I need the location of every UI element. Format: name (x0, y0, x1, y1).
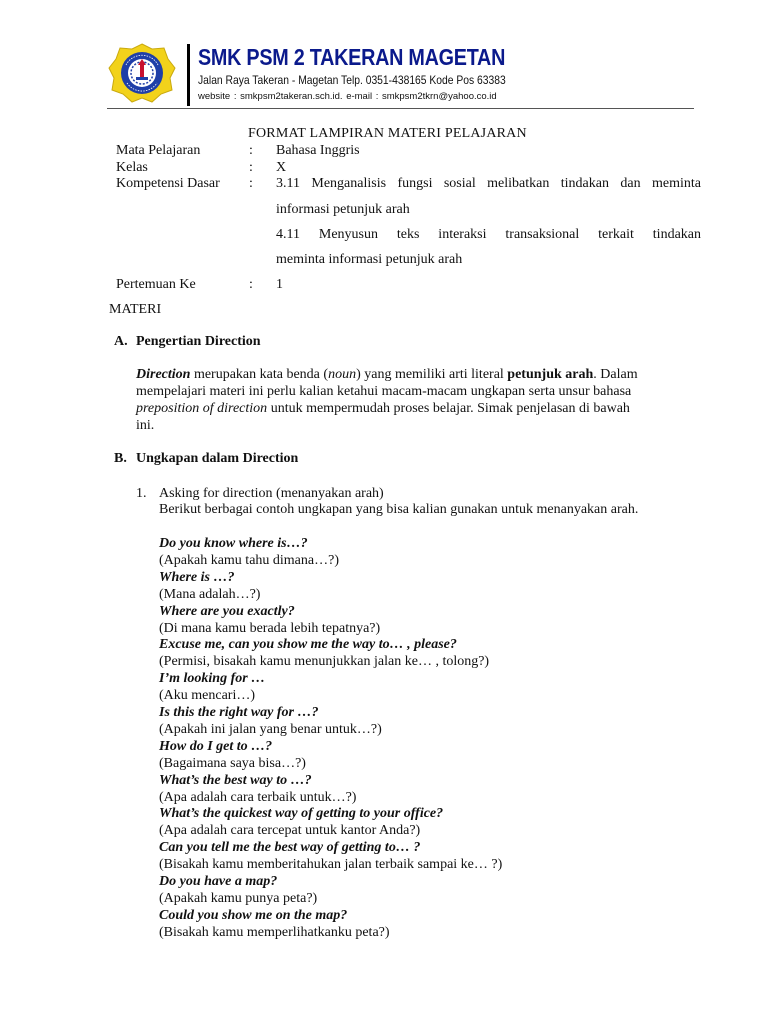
expression-translation: (Apakah ini jalan yang benar untuk…?) (159, 721, 382, 737)
section-a-paragraph-line-4: ini. (136, 418, 155, 433)
section-title: Pengertian Direction (136, 334, 261, 349)
materi-heading: MATERI (109, 302, 162, 317)
field-value-kelas: X (276, 160, 287, 175)
header-divider-horizontal (107, 108, 694, 109)
field-label-pertemuan-ke: Pertemuan Ke (116, 277, 196, 292)
expression-english: Do you know where is…? (159, 536, 308, 551)
school-emblem-logo (108, 43, 176, 103)
expression-translation: (Apakah kamu punya peta?) (159, 890, 318, 906)
list-item-number: 1. (136, 486, 147, 501)
term-petunjuk-arah: petunjuk arah (507, 367, 594, 382)
text-run: merupakan kata benda ( (190, 367, 329, 382)
expression-english: Is this the right way for …? (159, 705, 319, 720)
section-a-paragraph-line-3 (136, 401, 630, 417)
field-label-mata-pelajaran: Mata Pelajaran (116, 143, 201, 158)
field-colon: : (249, 176, 253, 191)
expression-translation: (Bagaimana saya bisa…?) (159, 755, 306, 771)
expression-english: Excuse me, can you show me the way to… , please? (159, 637, 457, 653)
expression-translation: (Apa adalah cara terbaik untuk…?) (159, 789, 357, 805)
expression-translation: (Bisakah kamu memperlihatkanku peta?) (159, 924, 390, 940)
header-divider-vertical (187, 44, 190, 106)
field-colon: : (249, 160, 253, 175)
document-title: FORMAT LAMPIRAN MATERI PELAJARAN (248, 126, 527, 141)
kompetensi-line-2: informasi petunjuk arah (276, 202, 410, 217)
expression-english: What’s the best way to …? (159, 772, 312, 788)
school-name: SMK PSM 2 TAKERAN MAGETAN (198, 44, 506, 70)
text-run: ) yang memiliki arti literal (356, 367, 508, 382)
text-run: . Dalam (593, 367, 638, 382)
expression-english: Do you have a map? (159, 874, 278, 889)
list-item-intro: Berikut berbagai contoh ungkapan yang bisa kalian gunakan untuk menanyakan arah. (159, 502, 639, 517)
expression-translation: (Apakah kamu tahu dimana…?) (159, 552, 339, 568)
kompetensi-line-1: 3.11 Menganalisis fungsi sosial melibatkan tindakan dan meminta (276, 176, 701, 191)
expression-english: Could you show me on the map? (159, 907, 348, 923)
field-colon: : (249, 143, 253, 158)
term-noun: noun (328, 367, 357, 382)
field-value-pertemuan-ke: 1 (276, 277, 283, 292)
expression-english: Where is …? (159, 569, 235, 585)
kompetensi-line-3: 4.11 Menyusun teks interaksi transaksional terkait tindakan (276, 227, 701, 242)
section-b-heading (114, 451, 298, 467)
section-a-heading (114, 334, 261, 350)
expression-translation: (Apa adalah cara tercepat untuk kantor Anda?) (159, 823, 421, 839)
text-run: untuk mempermudah proses belajar. Simak penjelasan di bawah (267, 401, 630, 416)
field-label-kompetensi-dasar: Kompetensi Dasar (116, 176, 220, 191)
field-colon: : (249, 277, 253, 292)
school-address: Jalan Raya Takeran - Magetan Telp. 0351-438165 Kode Pos 63383 (198, 73, 506, 87)
field-label-kelas: Kelas (116, 160, 148, 175)
expression-translation: (Aku mencari…) (159, 688, 256, 704)
section-title: Ungkapan dalam Direction (136, 451, 299, 466)
section-letter: B. (114, 451, 127, 466)
expression-english: What’s the quickest way of getting to your office? (159, 806, 444, 822)
expression-english: Can you tell me the best way of getting to… ? (159, 840, 421, 856)
kompetensi-line-4: meminta informasi petunjuk arah (276, 252, 463, 267)
expression-translation: (Mana adalah…?) (159, 586, 261, 602)
expression-english: How do I get to …? (159, 738, 273, 754)
term-preposition-of-direction: preposition of direction (136, 401, 268, 416)
expression-translation: (Bisakah kamu memberitahukan jalan terbaik sampai ke… ?) (159, 857, 503, 873)
expression-english: Where are you exactly? (159, 603, 295, 619)
expression-translation: (Permisi, bisakah kamu menunjukkan jalan ke… , tolong?) (159, 654, 490, 670)
list-item-title: Asking for direction (menanyakan arah) (159, 486, 384, 501)
expression-translation: (Di mana kamu berada lebih tepatnya?) (159, 620, 381, 636)
field-value-mata-pelajaran: Bahasa Inggris (276, 143, 360, 158)
term-direction: Direction (136, 367, 191, 382)
section-a-paragraph-line-2: mempelajari materi ini perlu kalian ketahui macam-macam ungkapan serta unsur bahasa (136, 384, 632, 399)
section-letter: A. (114, 334, 128, 349)
school-website-email: website : smkpsm2takeran.sch.id. e-mail : smkpsm2tkrn@yahoo.co.id (198, 91, 497, 102)
expression-english: I’m looking for … (159, 671, 266, 687)
section-a-paragraph-line-1 (136, 367, 638, 383)
